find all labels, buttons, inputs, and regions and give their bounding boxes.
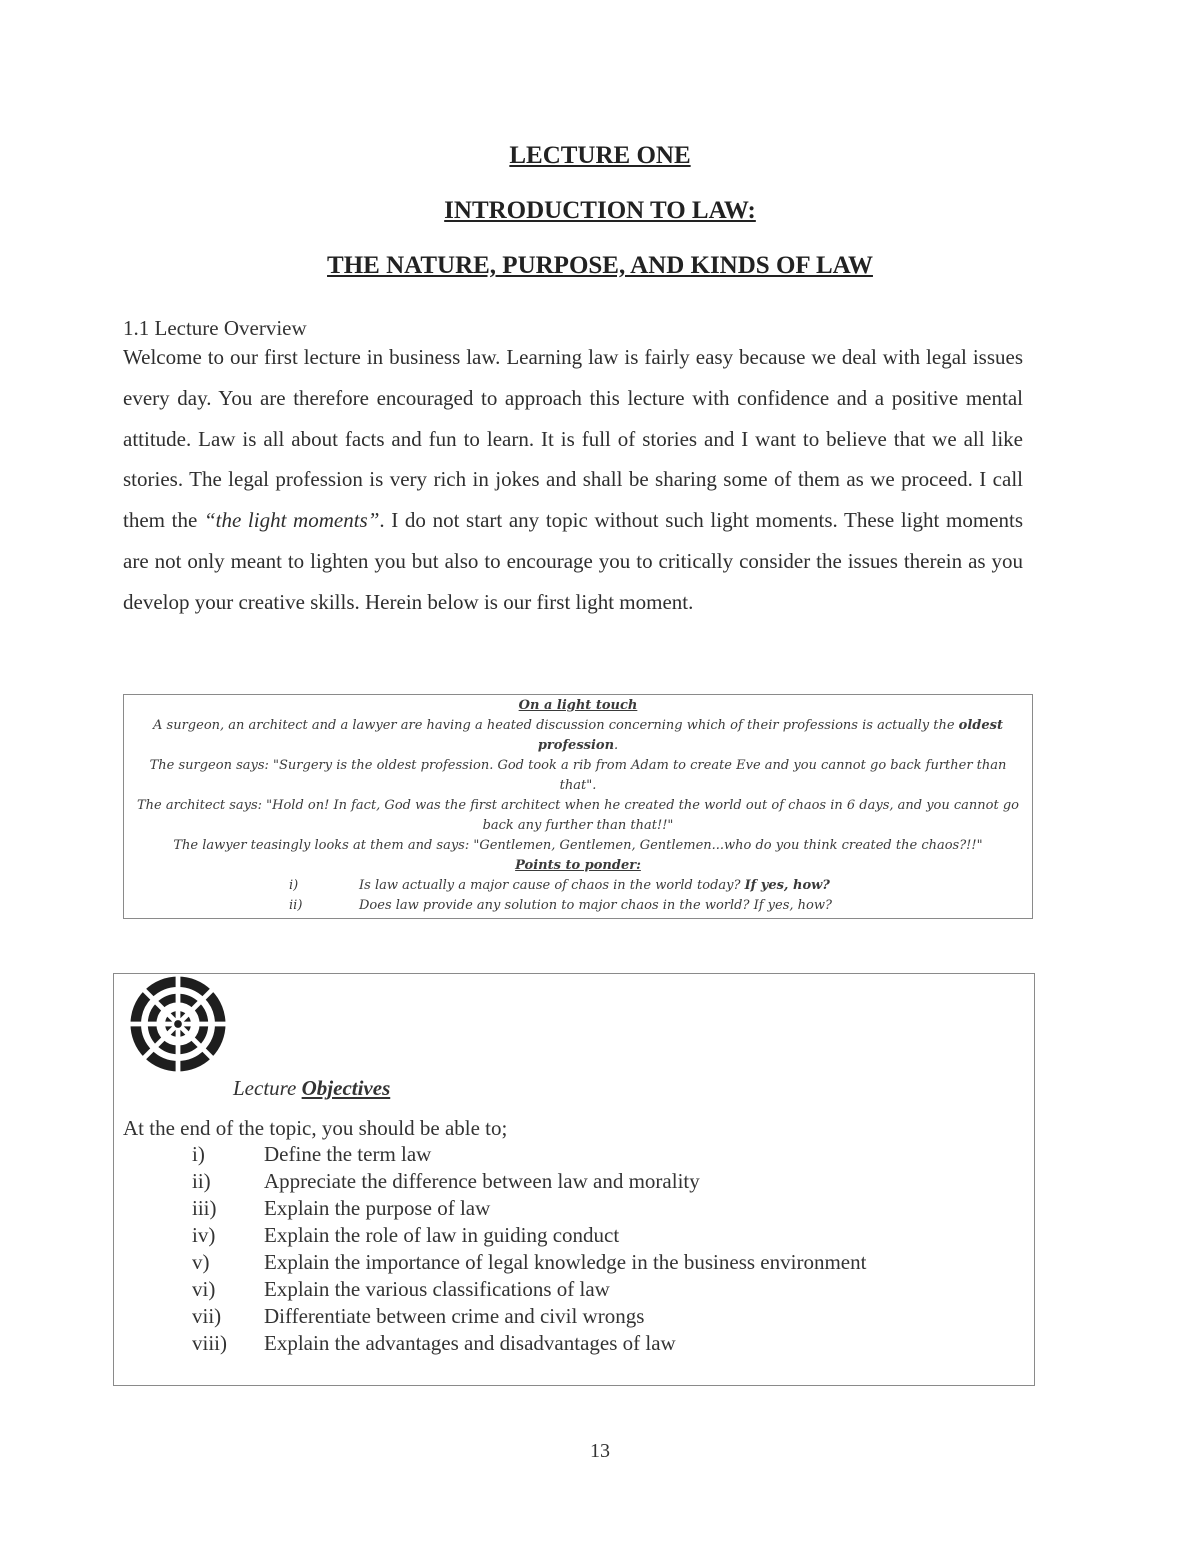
ponder-point-question: Does law provide any solution to major chaos in the world? If yes, how?: [359, 898, 832, 913]
lawyer-quote: The lawyer teasingly looks at them and says: "Gentlemen, Gentlemen, Gentlemen...who do you think created the chaos?!!": [173, 838, 983, 853]
objective-number: iv): [192, 1223, 216, 1247]
objective-number: v): [192, 1250, 210, 1274]
objectives-heading: [233, 1076, 390, 1101]
ponder-point-number: ii): [289, 898, 303, 913]
objective-item: [114, 1250, 1014, 1277]
surgeon-quote: The surgeon says: "Surgery is the oldest profession. God took a rib from Adam to create Eve and you cannot go back further than that".: [149, 758, 1007, 793]
objectives-intro: At the end of the topic, you should be able to;: [123, 1116, 508, 1140]
objective-item: [114, 1331, 1014, 1358]
page-number: 13: [590, 1440, 610, 1462]
objective-number: viii): [192, 1331, 227, 1355]
objective-number: vi): [192, 1277, 216, 1301]
objectives-heading-main: Objectives: [301, 1076, 391, 1100]
objectives-box: [113, 973, 1035, 1386]
objective-item: [114, 1277, 1014, 1304]
objective-number: ii): [192, 1169, 211, 1193]
overview-heading: 1.1 Lecture Overview: [123, 316, 307, 340]
lecture-subtitle: THE NATURE, PURPOSE, AND KINDS OF LAW: [327, 252, 873, 279]
ponder-point-number: i): [289, 878, 299, 893]
objective-item: [114, 1223, 1014, 1250]
objective-number: vii): [192, 1304, 222, 1328]
objective-number: i): [192, 1142, 205, 1166]
objective-number: iii): [192, 1196, 217, 1220]
ponder-point-bold: If yes, how?: [744, 878, 830, 893]
objective-text: Explain the purpose of law: [264, 1196, 491, 1220]
objective-item: [114, 1142, 1014, 1169]
overview-emphasis: “the light moments”: [203, 508, 380, 533]
overview-text-start: Welcome to our first lecture in business law. Learning law is fairly easy because we deal with legal issues every day. You are therefore encouraged to approach this lecture with confidence and a positive mental attitude. Law is all about facts and fun to learn. It is full of stories and I want to believe that we all like stories. The legal profession is very rich in jokes and shall be sharing some of them as we proceed. I call them the: [123, 345, 1023, 533]
ponder-point: [124, 896, 1032, 916]
objectives-list: [114, 1142, 1014, 1358]
overview-paragraph: [123, 337, 1023, 623]
ponder-heading: Points to ponder:: [515, 858, 641, 873]
light-touch-box: [123, 694, 1033, 919]
story-intro-bold: oldest profession: [537, 718, 1003, 753]
lecture-title: INTRODUCTION TO LAW:: [444, 197, 756, 224]
objective-text: Explain the importance of legal knowledge in the business environment: [264, 1250, 867, 1274]
objective-text: Appreciate the difference between law and morality: [264, 1169, 700, 1193]
ponder-point-text: [359, 896, 832, 916]
objective-text: Define the term law: [264, 1142, 432, 1166]
objective-item: [114, 1304, 1014, 1331]
lecture-number-heading: LECTURE ONE: [509, 142, 691, 169]
objective-text: Differentiate between crime and civil wrongs: [264, 1304, 645, 1328]
overview-text-end: . I do not start any topic without such light moments. These light moments are not only meant to lighten you but also to encourage you to critically consider the issues therein as you develop your creative skills. Herein below is our first light moment.: [123, 508, 1023, 614]
objective-item: [114, 1196, 1014, 1223]
architect-quote: The architect says: "Hold on! In fact, God was the first architect when he created the world out of chaos in 6 days, and you cannot go back any further than that!!": [137, 798, 1019, 833]
objective-text: Explain the role of law in guiding conduct: [264, 1223, 620, 1247]
story-intro-text: A surgeon, an architect and a lawyer are having a heated discussion concerning which of their professions is actually the: [153, 718, 955, 733]
light-touch-story-intro: A surgeon, an architect and a lawyer are having a heated discussion concerning which of their professions is actually the oldest profession.: [153, 718, 1003, 753]
ponder-point-question: Is law actually a major cause of chaos in the world today?: [359, 878, 745, 893]
ponder-point: [124, 876, 1032, 896]
objectives-heading-prefix: Lecture: [233, 1076, 302, 1100]
objective-text: Explain the advantages and disadvantages of law: [264, 1331, 676, 1355]
objective-text: Explain the various classifications of law: [264, 1277, 610, 1301]
light-touch-heading: On a light touch: [518, 698, 638, 713]
target-icon: [130, 976, 226, 1072]
objective-item: [114, 1169, 1014, 1196]
ponder-point-text: [359, 876, 830, 896]
